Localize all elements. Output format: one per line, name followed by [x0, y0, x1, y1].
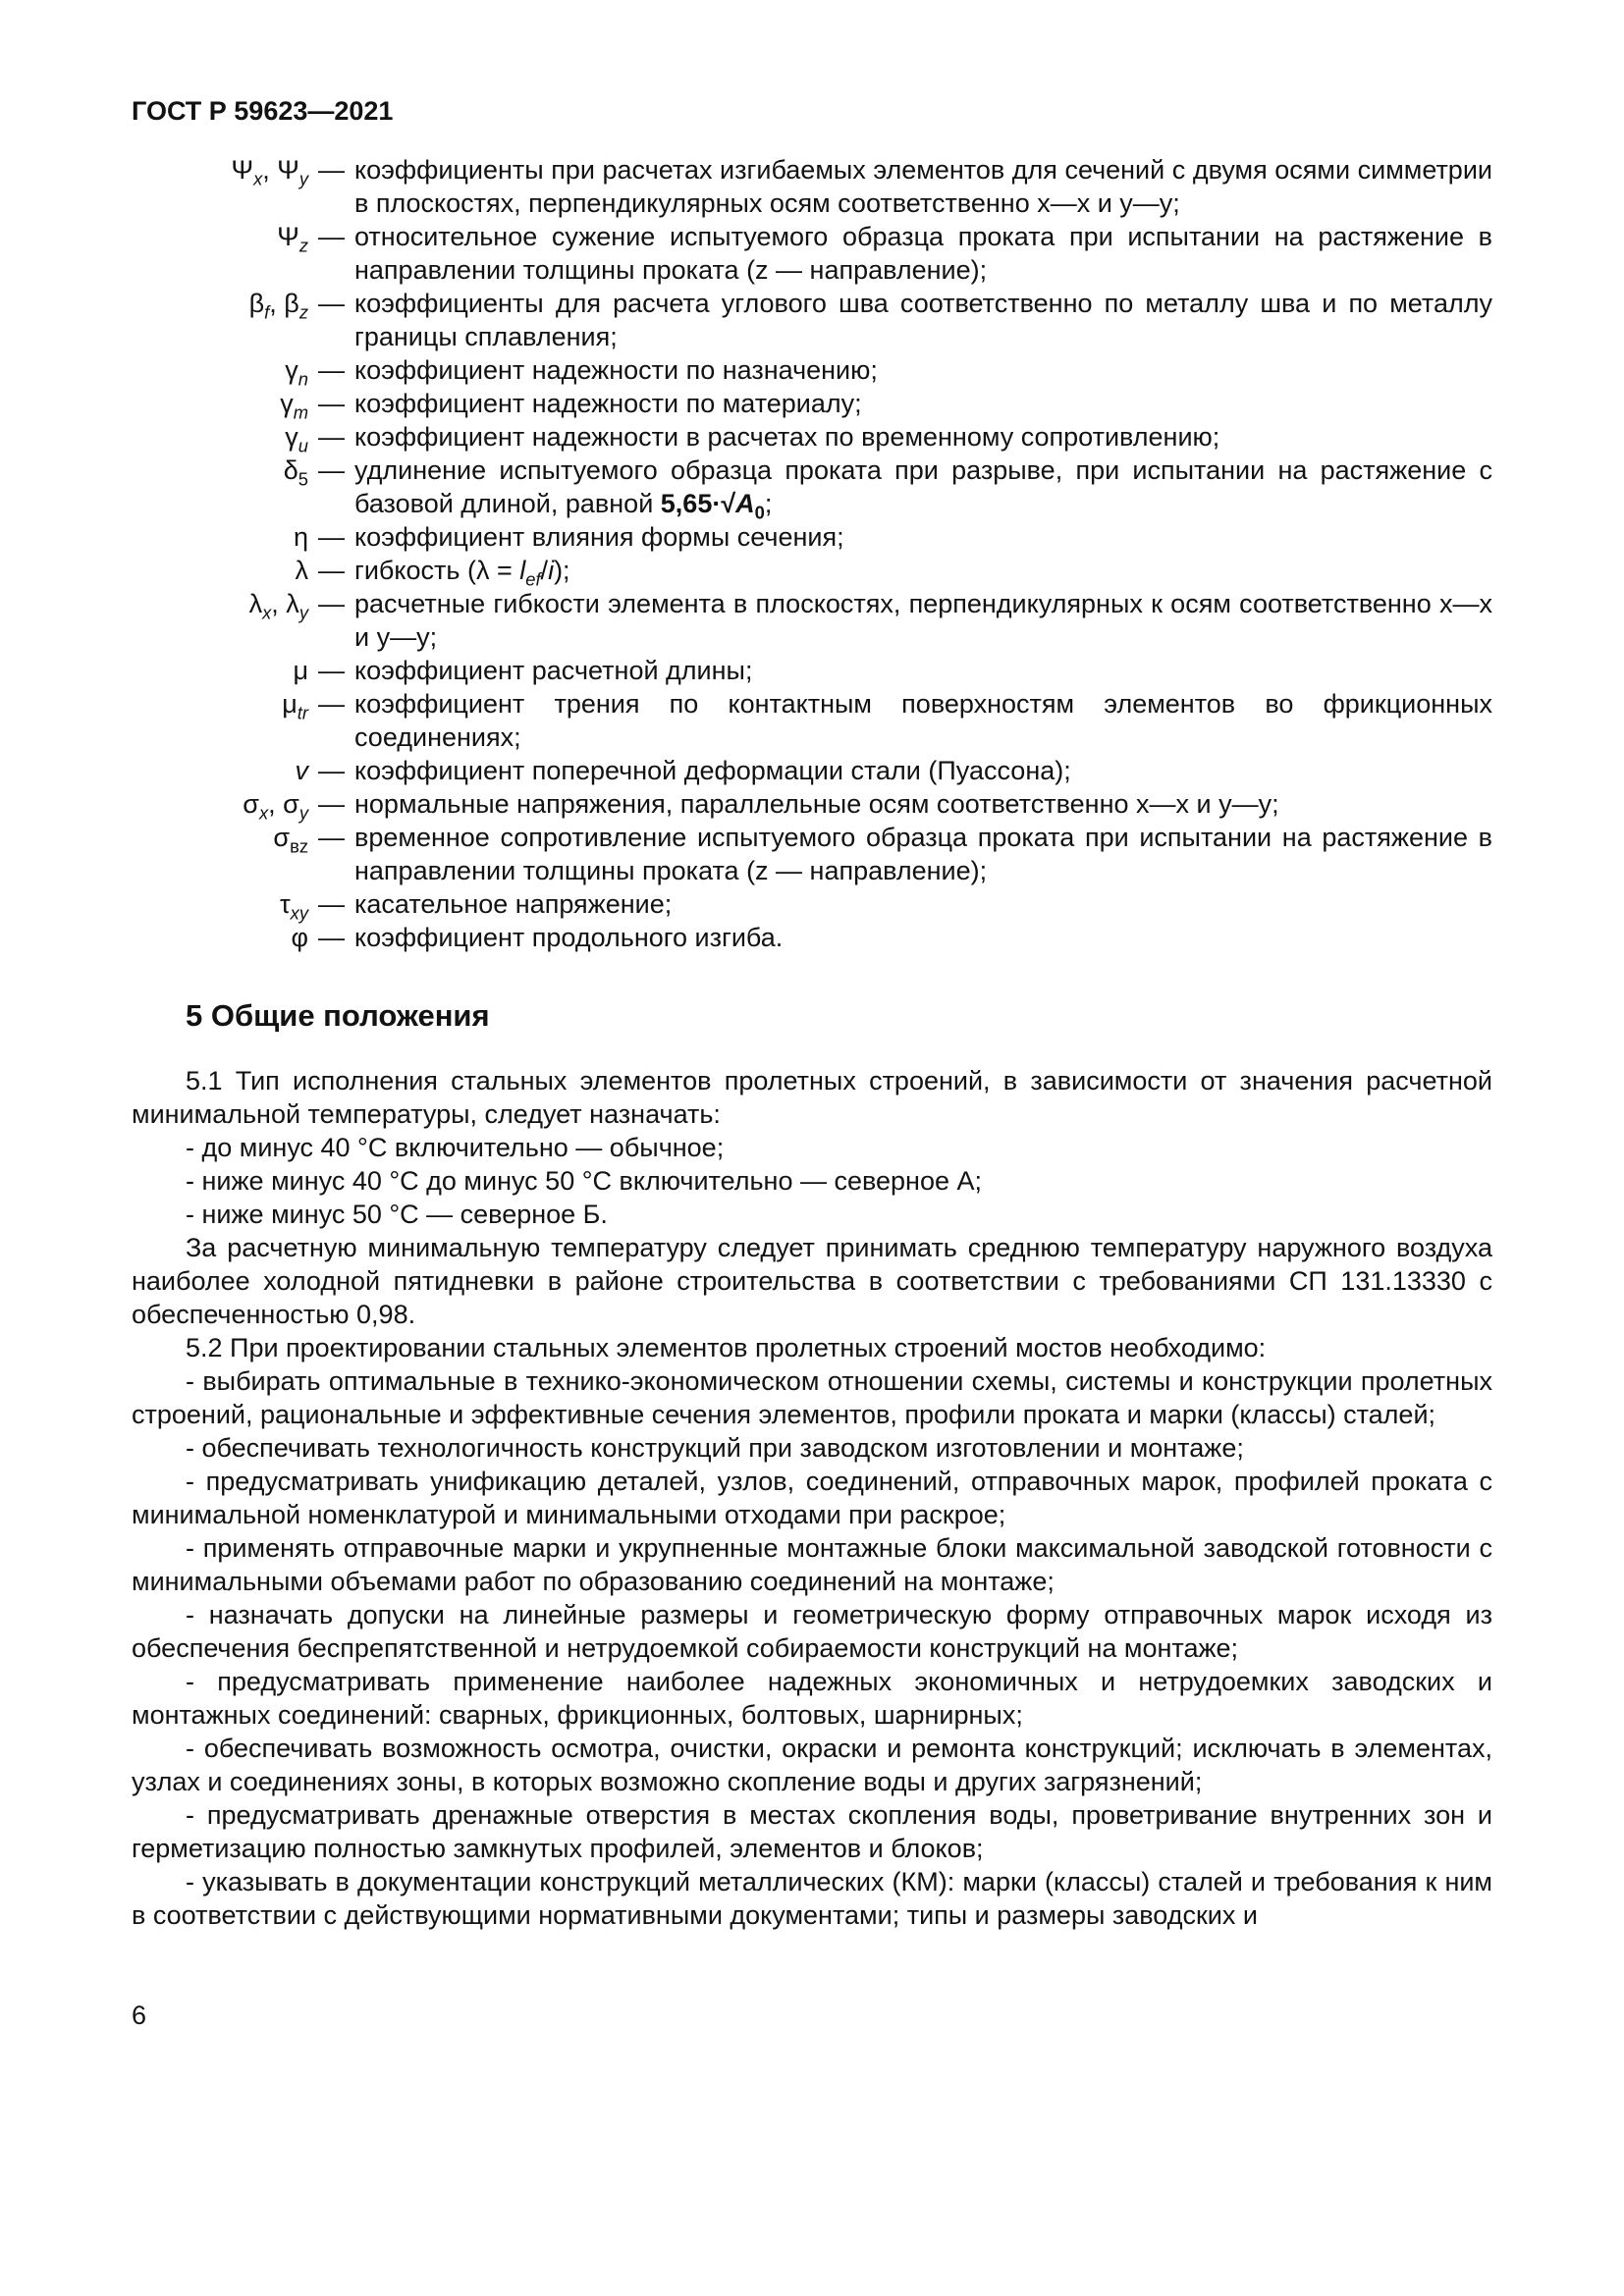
- symbol: $\mu_{tr}$: [282, 689, 308, 723]
- dash-separator: —: [318, 422, 345, 452]
- paragraph: - ниже минус 50 °С — северное Б.: [186, 1200, 608, 1229]
- paragraph: - обеспечивать технологичность конструкций при заводском изготовлении и монтаже;: [186, 1433, 1244, 1463]
- symbol-description: удлинение испытуемого образца проката при разрыве, при испытании на растяжение с базовой длиной, равной $5,65\cdot√A_0$;: [354, 455, 1492, 523]
- dash-separator: —: [318, 656, 345, 685]
- dash-separator: —: [318, 222, 345, 251]
- paragraph: - указывать в документации конструкций металлических (КМ): марки (классы) сталей и требования к ним в соответствии с действующими нормативными документами; типы и размеры заводских и: [132, 1867, 1492, 1930]
- definition-row: [132, 821, 1492, 887]
- symbol-description: расчетные гибкости элемента в плоскостях, перпендикулярных к осям соответственно x—x и y—y;: [354, 589, 1492, 652]
- paragraph: - предусматривать унификацию деталей, узлов, соединений, отправочных марок, профилей проката с минимальной номенклатурой и минимальными отходами при раскрое;: [132, 1467, 1492, 1529]
- dash-separator: —: [318, 155, 345, 185]
- definition-row: [132, 654, 1492, 687]
- definition-row: [132, 921, 1492, 954]
- symbol-description: коэффициент трения по контактным поверхностям элементов во фрикционных соединениях;: [354, 689, 1492, 752]
- symbol: $\Psi_x$, $\Psi_y$: [231, 155, 308, 189]
- dash-separator: —: [318, 289, 345, 318]
- paragraph: 5.2 При проектировании стальных элементов пролетных строений мостов необходимо:: [186, 1333, 1267, 1362]
- definition-row: [132, 520, 1492, 554]
- paragraph: - ниже минус 40 °С до минус 50 °С включительно — северное А;: [186, 1166, 983, 1196]
- paragraph: 5.1 Тип исполнения стальных элементов пролетных строений, в зависимости от значения расчетной минимальной температуры, следует назначать:: [132, 1066, 1492, 1129]
- definition-row: [132, 220, 1492, 287]
- definition-row: [132, 353, 1492, 390]
- definition-row: [132, 887, 1492, 924]
- dash-separator: —: [318, 756, 345, 785]
- dash-separator: —: [318, 689, 345, 719]
- dash-separator: —: [318, 389, 345, 418]
- page-number: 6: [132, 2001, 147, 2030]
- definition-row: [132, 554, 1492, 590]
- paragraph: - предусматривать применение наиболее надежных экономичных и нетрудоемких заводских и монтажных соединений: сварных, фрикционных, болтовых, шарнирных;: [132, 1667, 1492, 1730]
- dash-separator: —: [318, 789, 345, 819]
- symbol: φ: [291, 923, 308, 952]
- paragraph: - назначать допуски на линейные размеры и геометрическую форму отправочных марок исходя из обеспечения беспрепятственной и нетрудоемкой собираемости конструкций на монтаже;: [132, 1600, 1492, 1663]
- definition-row: [132, 587, 1492, 654]
- symbol: $\gamma_u$: [285, 422, 308, 456]
- symbol: $\Psi_z$: [277, 222, 308, 256]
- symbol: λ: [295, 556, 308, 585]
- symbol: $\gamma_n$: [285, 355, 308, 390]
- symbol-description: относительное сужение испытуемого образца проката при испытании на растяжение в направлении толщины проката (z — направление);: [354, 222, 1492, 285]
- dash-separator: —: [318, 923, 345, 952]
- paragraph: - применять отправочные марки и укрупненные монтажные блоки максимальной заводской готовности с минимальными объемами работ по образованию соединений на монтаже;: [132, 1533, 1492, 1596]
- dash-separator: —: [318, 589, 345, 618]
- dash-separator: —: [318, 455, 345, 485]
- symbol: $\lambda_x$, $\lambda_y$: [248, 589, 308, 623]
- definition-row: [132, 754, 1492, 787]
- definition-row: [132, 287, 1492, 353]
- symbol-description: коэффициенты для расчета углового шва соответственно по металлу шва и по металлу границы сплавления;: [354, 289, 1492, 351]
- symbol-description: коэффициент поперечной деформации стали (Пуассона);: [354, 756, 1071, 785]
- symbol-description: коэффициент влияния формы сечения;: [354, 522, 844, 552]
- symbol-description: касательное напряжение;: [354, 889, 673, 919]
- definition-row: [132, 153, 1492, 220]
- symbol-definitions-list: [132, 153, 1492, 954]
- symbol: $\beta_f$, $\beta_z$: [248, 289, 308, 323]
- symbol-description: коэффициент надежности по назначению;: [354, 355, 878, 385]
- paragraph: За расчетную минимальную температуру следует принимать среднюю температуру наружного воздуха наиболее холодной пятидневки в районе строительства в соответствии с требованиями СП 131.13330 с обеспеченностью 0,98.: [132, 1233, 1492, 1329]
- symbol-description: временное сопротивление испытуемого образца проката при испытании на растяжение в направлении толщины проката (z — направление);: [354, 823, 1492, 885]
- dash-separator: —: [318, 522, 345, 552]
- symbol-description: коэффициенты при расчетах изгибаемых элементов для сечений с двумя осями симметрии в плоскостях, перпендикулярных осям соответственно x—x и y—y;: [354, 155, 1492, 218]
- symbol-description: гибкость $(\lambda = l_{ef}/i)$;: [354, 556, 570, 590]
- definition-row: [132, 687, 1492, 754]
- symbol: $\gamma_m$: [280, 389, 308, 423]
- paragraph: - обеспечивать возможность осмотра, очистки, окраски и ремонта конструкций; исключать в элементах, узлах и соединениях зоны, в которых возможно скопление воды и других загрязнений;: [132, 1734, 1492, 1796]
- paragraph: - выбирать оптимальные в технико-экономическом отношении схемы, системы и конструкции пролетных строений, рациональные и эффективные сечения элементов, профили проката и марки (классы) сталей;: [132, 1366, 1492, 1429]
- symbol: η: [293, 522, 308, 552]
- symbol: $\tau_{xy}$: [279, 889, 308, 924]
- dash-separator: —: [318, 823, 345, 852]
- symbol: μ: [293, 656, 308, 685]
- symbol-description: нормальные напряжения, параллельные осям соответственно x—x и y—y;: [354, 789, 1279, 819]
- section-body: [132, 1064, 1492, 1932]
- symbol-description: коэффициент надежности по материалу;: [354, 389, 862, 418]
- definition-row: [132, 454, 1492, 523]
- paragraph: - до минус 40 °С включительно — обычное;: [186, 1133, 725, 1162]
- paragraph: - предусматривать дренажные отверстия в местах скопления воды, проветривание внутренних зон и герметизацию полностью замкнутых профилей, элементов и блоков;: [132, 1800, 1492, 1863]
- symbol: v: [295, 756, 308, 785]
- symbol: $\sigma_x$, $\sigma_y$: [243, 789, 308, 824]
- symbol-description: коэффициент продольного изгиба.: [354, 923, 784, 952]
- document-header: ГОСТ Р 59623—2021: [132, 96, 394, 126]
- definition-row: [132, 787, 1492, 824]
- dash-separator: —: [318, 556, 345, 585]
- dash-separator: —: [318, 355, 345, 385]
- definition-row: [132, 387, 1492, 423]
- section-heading: 5 Общие положения: [186, 998, 490, 1033]
- symbol: $\delta_5$: [283, 455, 308, 490]
- symbol-description: коэффициент расчетной длины;: [354, 656, 753, 685]
- symbol: $\sigma_{вz}$: [273, 823, 308, 857]
- dash-separator: —: [318, 889, 345, 919]
- definition-row: [132, 420, 1492, 454]
- symbol-description: коэффициент надежности в расчетах по временному сопротивлению;: [354, 422, 1220, 452]
